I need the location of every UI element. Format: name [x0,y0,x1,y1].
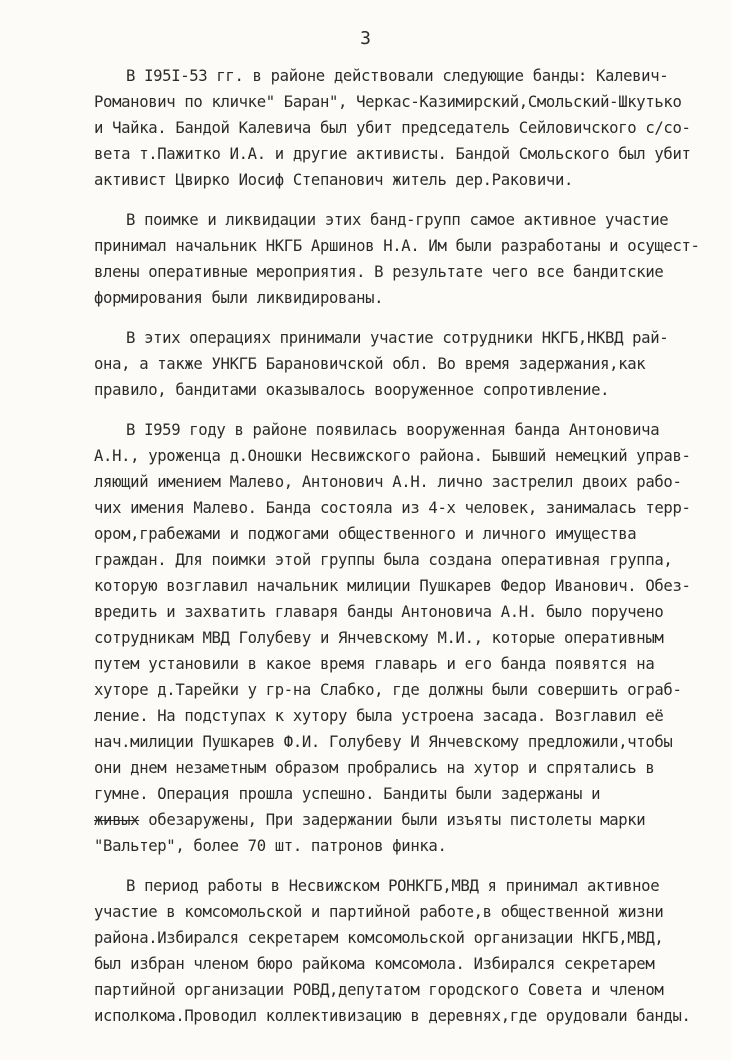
paragraph-1 [94,63,721,193]
text-line: влены оперативные мероприятия. В результате чего все бандитские [94,263,664,281]
text-line: "Вальтер", более 70 шт. патронов финка. [94,837,447,855]
text-line: вредить и захватить главаря банды Антоновича А.Н. было поручено [94,603,664,621]
paragraph-5 [94,873,721,1029]
text-line: путем установили в какое время главарь и его банда появятся на [94,655,655,673]
text-line: принимал начальник НКГБ Аршинов Н.А. Им были разработаны и осущест- [94,237,700,255]
text-line: хуторе д.Тарейки у гр-на Слабко, где должны были совершить ограб- [94,681,682,699]
text-line: нач.милиции Пушкарев Ф.И. Голубеву И Янчевскому предложили,чтобы [94,733,673,751]
text-line: правило, бандитами оказывалось вооруженное сопротивление. [94,381,610,399]
text-line: вета т.Пажитко И.А. и другие активисты. Бандой Смольского был убит [94,145,691,163]
text-line: граждан. Для поимки этой группы была создана оперативная группа, [94,551,673,569]
text-line: В I959 году в районе появилась вооруженная банда Антоновича [126,421,660,439]
paragraph-4 [94,417,721,859]
text-line: гумне. Операция прошла успешно. Бандиты были задержаны и [94,785,601,803]
page-number: 3 [360,28,371,49]
text-line-struck [94,807,721,833]
text-line: она, а также УНКГБ Барановичской обл. Во время задержания,как [94,355,646,373]
text-line: и Чайка. Бандой Калевича был убит председатель Сейловичского с/со- [94,119,691,137]
struck-word: живых [94,811,140,829]
paragraph-3 [94,325,721,403]
text-line: исполкома.Проводил коллективизацию в деревнях,где орудовали банды. [94,1007,691,1025]
text-line: они днем незаметным образом пробрались на хутор и спрятались в [94,759,655,777]
paragraph-2 [94,207,721,311]
text-line: партийной организации РОВД,депутатом городского Совета и членом [94,981,664,999]
text-line: ором,грабежами и поджогами общественного и личного имущества [94,525,637,543]
text-line: В период работы в Несвижском РОНКГБ,МВД я принимал активное [126,877,660,895]
text-line: района.Избирался секретарем комсомольской организации НКГБ,МВД, [94,929,664,947]
text-line: чих имения Малево. Банда состояла из 4-х человек, занималась терр- [94,499,691,517]
text-line: участие в комсомольской и партийной работе,в общественной жизни [94,903,664,921]
text-line: активист Цвирко Иосиф Степанович житель дер.Раковичи. [94,171,574,189]
text-line: Романович по кличке" Баран", Черкас-Казимирский,Смольский-Шкутько [94,93,682,111]
text-line: которую возглавил начальник милиции Пушкарев Федор Иванович. Обез- [94,577,691,595]
text-line: ляющий имением Малево, Антонович А.Н. лично застрелил двоих рабо- [94,473,682,491]
text-line: А.Н., уроженца д.Оношки Несвижского района. Бывший немецкий управ- [94,447,691,465]
text-line: формирования были ликвидированы. [94,289,384,307]
text-line: В I95I-53 гг. в районе действовали следующие банды: Калевич- [126,67,669,85]
text-line: был избран членом бюро райкома комсомола. Избирался секретарем [94,955,655,973]
text-line: сотрудникам МВД Голубеву и Янчевскому М.И., которые оперативным [94,629,664,647]
text-line-rest: обезаружены, При задержании были изъяты пистолеты марки [139,811,646,829]
text-line: ление. На подступах к хутору была устроена засада. Возглавил её [94,707,664,725]
text-line: В поимке и ликвидации этих банд-групп самое активное участие [126,211,669,229]
text-line: В этих операциях принимали участие сотрудники НКГБ,НКВД рай- [126,329,669,347]
